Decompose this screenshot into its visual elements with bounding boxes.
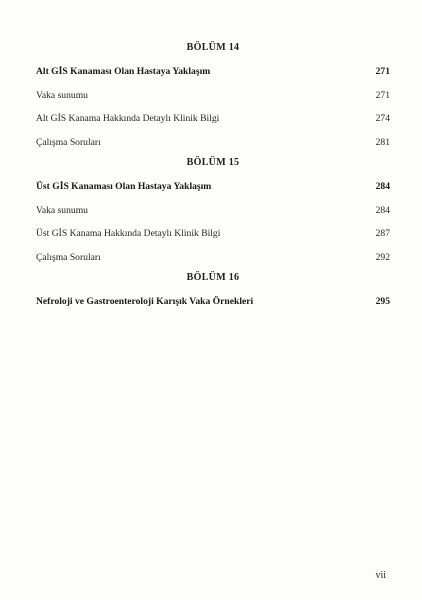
toc-entry-page: 274 [375,113,390,124]
toc-entry-title: Alt GİS Kanama Hakkında Detaylı Klinik Bilgi [36,113,220,124]
toc-entry-title: Alt GİS Kanaması Olan Hastaya Yaklaşım [36,66,211,77]
toc-entry-title: Üst GİS Kanama Hakkında Detaylı Klinik Bilgi [36,228,221,239]
toc-entry-title: Vaka sunumu [36,204,88,216]
toc-entry-title: Çalışma Soruları [36,136,101,148]
toc-entry [36,199,390,223]
toc-entry-page: 284 [375,204,390,216]
toc-entry-title: Nefroloji ve Gastroenteroloji Karışık Vaka Örnekleri [36,296,254,307]
toc-entry-page: 287 [375,228,390,239]
chapter-heading: BÖLÜM 16 [186,272,240,283]
toc-entry [36,246,390,270]
toc-entry [36,107,390,131]
toc-entry [36,84,390,108]
toc-entry [36,131,390,155]
toc-entry-page: 271 [375,66,390,77]
table-of-contents [36,39,390,314]
toc-entry-page: 295 [375,296,390,307]
chapter-heading: BÖLÜM 15 [186,157,240,168]
page-number: vii [375,570,386,581]
toc-entry-page: 271 [375,89,390,101]
toc-entry-page: 284 [375,181,390,192]
toc-entry-title: Üst GİS Kanaması Olan Hastaya Yaklaşım [36,181,212,192]
toc-entry-page: 292 [375,251,390,263]
toc-entry [36,175,390,199]
toc-entry [36,290,390,314]
toc-entry-page: 281 [375,136,390,148]
toc-entry-title: Çalışma Soruları [36,251,101,263]
toc-entry-title: Vaka sunumu [36,89,88,101]
chapter-heading: BÖLÜM 14 [186,42,240,53]
toc-entry [36,60,390,84]
toc-entry [36,222,390,246]
